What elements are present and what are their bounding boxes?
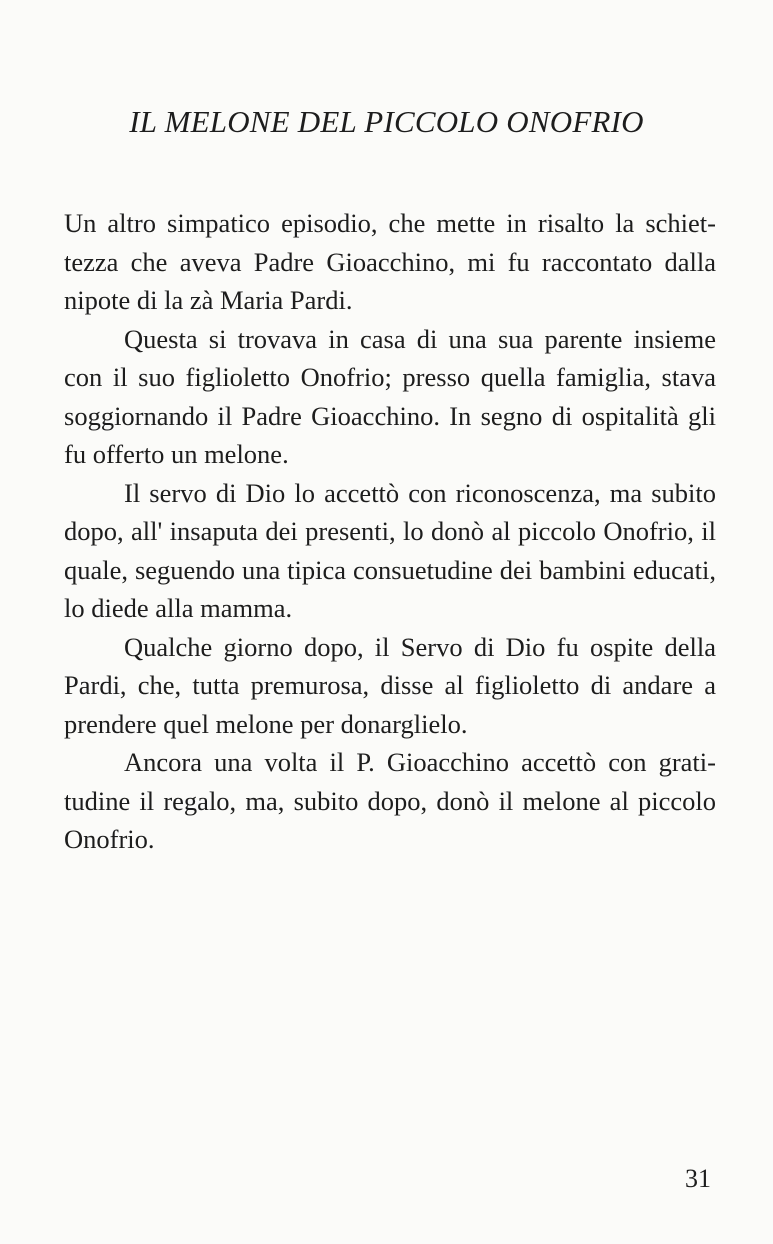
paragraph: Questa si trovava in casa di una sua parente insieme con il suo figlioletto Onofrio; presso quella famiglia, stava soggiornando il Padre Gioacchino. In segno di ospitalità gli fu offerto un melone. — [64, 323, 716, 469]
paragraph: Ancora una volta il P. Gioacchino accettò con gratitudine il regalo, ma, subito dopo, donò il melone al piccolo Onofrio. — [64, 747, 716, 854]
chapter-body — [64, 204, 716, 859]
paragraph: Qualche giorno dopo, il Servo di Dio fu ospite della Pardi, che, tutta premurosa, disse al figlioletto di andare a prendere quel melone per donarglielo. — [64, 631, 716, 739]
paragraph: Un altro simpatico episodio, che mette in risalto la schiettezza che aveva Padre Gioacchino, mi fu raccontato dalla nipote di la zà Maria Pardi. — [64, 208, 716, 315]
paragraph: Il servo di Dio lo accettò con riconoscenza, ma subito dopo, all' insaputa dei presenti, lo donò al piccolo Onofrio, il quale, seguendo una tipica consuetudine dei bambini educati, lo diede alla mamma. — [64, 477, 716, 623]
chapter-title: IL MELONE DEL PICCOLO ONOFRIO — [129, 104, 644, 139]
page-number: 31 — [685, 1164, 711, 1193]
